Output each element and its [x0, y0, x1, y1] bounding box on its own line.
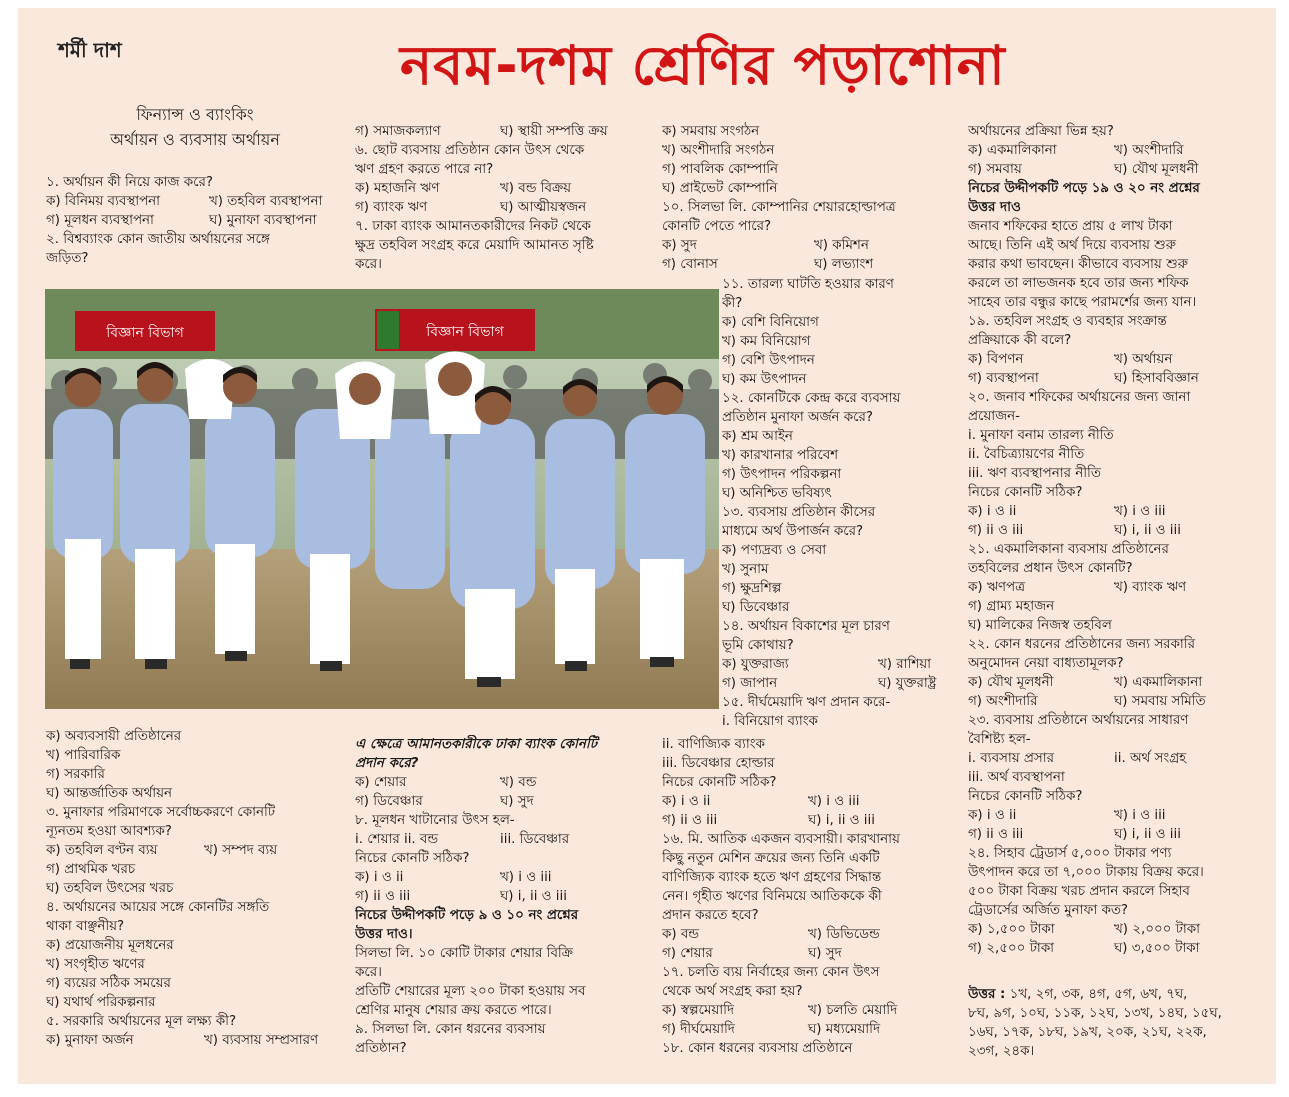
- text-line: ৫. সরকারি অর্থায়নের মূল লক্ষ্য কী?: [46, 1014, 237, 1029]
- text-line: প্রক্রিয়াকে কী বলে?: [968, 333, 1072, 348]
- text-line: শ্রেণির মানুষ শেয়ার ক্রয় করতে পারে।: [355, 1003, 552, 1018]
- text-line: ঘ) প্রাইভেট কোম্পানি: [662, 181, 778, 196]
- column-2-bottom: [355, 735, 645, 1058]
- option-row: [355, 773, 645, 792]
- text-line: ১৪. অর্থায়ন বিকাশের মূল চারণ: [722, 619, 890, 634]
- column-3-top: [662, 122, 947, 274]
- text-line: থাকা বাঞ্ছনীয়?: [46, 919, 125, 934]
- option: খ) সম্পদ ব্যয়: [204, 843, 278, 858]
- stimulus-heading: উত্তর দাও: [968, 200, 1021, 215]
- column-1-bottom: [46, 727, 340, 1050]
- option-row: [355, 179, 645, 198]
- option: ক) বিপণন: [968, 352, 1024, 367]
- option: ক) ১,৫০০ টাকা: [968, 922, 1055, 937]
- text-line: ১৫. দীর্ঘমেয়াদি ঋণ প্রদান করে-: [722, 695, 891, 710]
- option: ঘ) আত্মীয়স্বজন: [500, 200, 587, 215]
- subject-subline: অর্থায়ন ও ব্যবসায় অর্থায়ন: [110, 130, 280, 149]
- text-line: ১৭. চলতি ব্যয় নির্বাহের জন্য কোন উৎস: [662, 965, 880, 980]
- option: গ) সমবায়: [968, 162, 1022, 177]
- text-line: নিচের কোনটি সঠিক?: [968, 789, 1083, 804]
- option: গ) ii ও iii: [968, 827, 1024, 842]
- text-line: ঘ) অনিশ্চিত ভবিষ্যৎ: [722, 486, 832, 501]
- option-row: [968, 141, 1258, 160]
- option-row: [968, 920, 1258, 939]
- text-line: ii. বৈচিত্র্যায়ণের নীতি: [968, 447, 1085, 462]
- option-row: [46, 1031, 340, 1050]
- option-row: [968, 502, 1258, 521]
- text-line: iii. ঋণ ব্যবস্থাপনার নীতি: [968, 466, 1101, 481]
- text-line: প্রদান করতে হবে?: [662, 908, 759, 923]
- option-row: [968, 521, 1258, 540]
- column-2-top: [355, 122, 645, 274]
- option: ঘ) যুক্তরাষ্ট্র: [878, 676, 937, 691]
- text-line: ১৩. ব্যবসায় প্রতিষ্ঠান কীসের: [722, 505, 876, 520]
- text-line: সিলভা লি. ১০ কোটি টাকার শেয়ার বিক্রি: [355, 946, 573, 961]
- text-line: ঘ) মালিকের নিজস্ব তহবিল: [968, 618, 1112, 633]
- text-line: অর্থায়নের প্রক্রিয়া ভিন্ন হয়?: [968, 124, 1114, 139]
- text-line: ১২. কোনটিকে কেন্দ্র করে ব্যবসায়: [722, 391, 901, 406]
- option: ঘ) সমবায় সমিতি: [1114, 694, 1206, 709]
- option-row: [662, 925, 947, 944]
- text-line: খ) সুনাম: [722, 562, 769, 577]
- stimulus-heading: উত্তর দাও।: [355, 927, 413, 942]
- text-line: ৬. ছোট ব্যবসায় প্রতিষ্ঠান কোন উৎস থেকে: [355, 143, 585, 158]
- text-line: নিচের কোনটি সঠিক?: [662, 775, 777, 790]
- option-row: [968, 350, 1258, 369]
- text-line: ঘ) তহবিল উৎসের খরচ: [46, 881, 174, 896]
- option: ক) বিনিময় ব্যবস্থাপনা: [46, 194, 161, 209]
- text-line: ক) প্রয়োজনীয় মূলধনের: [46, 938, 174, 953]
- text-line: i. মুনাফা বনাম তারল্য নীতি: [968, 428, 1114, 443]
- column-3-bottom: [662, 735, 947, 1058]
- text-line: গ) পাবলিক কোম্পানি: [662, 162, 779, 177]
- text-line: ১৬. মি. আতিক একজন ব্যবসায়ী। কারখানায়: [662, 832, 900, 847]
- option: গ) ii ও iii: [355, 889, 411, 904]
- students-celebrating-photo: [45, 289, 719, 709]
- question-line: প্রদান করে?: [355, 756, 419, 771]
- option: ক) স্বল্পমেয়াদি: [662, 1003, 735, 1018]
- option: ক) যৌথ মূলধনী: [968, 675, 1054, 690]
- option: গ) ii ও iii: [662, 813, 718, 828]
- text-line: iii. ডিবেঞ্চার হোল্ডার: [662, 756, 775, 771]
- option: ii. অর্থ সংগ্রহ: [1114, 751, 1187, 766]
- text-line: আছে। তিনি এই অর্থ দিয়ে ব্যবসায় শুরু: [968, 238, 1176, 253]
- answer-line: ২৩গ, ২৪ক।: [968, 1044, 1035, 1059]
- text-line: নিচের কোনটি সঠিক?: [968, 485, 1083, 500]
- text-line: ১১. তারল্য ঘাটতি হওয়ার কারণ: [722, 277, 894, 292]
- option-row: [46, 841, 340, 860]
- answer-label: উত্তর :: [968, 987, 1006, 1002]
- option: ঘ) ৩,৫০০ টাকা: [1114, 941, 1200, 956]
- option: ক) শেয়ার: [355, 775, 407, 790]
- option: গ) ২,৫০০ টাকা: [968, 941, 1055, 956]
- stimulus-heading: নিচের উদ্দীপকটি পড়ে ১৯ ও ২০ নং প্রশ্নের: [968, 181, 1200, 196]
- text-line: থেকে অর্থ সংগ্রহ করা হয়?: [662, 984, 803, 999]
- text-line: ঘ) আন্তর্জাতিক অর্থায়ন: [46, 786, 172, 801]
- option: খ) ব্যাংক ঋণ: [1114, 580, 1187, 595]
- option-row: [968, 939, 1258, 958]
- text-line: গ) ক্ষুদ্রশিল্প: [722, 581, 782, 596]
- option: ক) i ও ii: [968, 504, 1017, 519]
- answer-line: ১৬ঘ, ১৭ক, ১৮ঘ, ১৯খ, ২০ক, ২১ঘ, ২২ক,: [968, 1025, 1207, 1040]
- option: ঘ) মধ্যমেয়াদি: [808, 1022, 881, 1037]
- text-line: i. বিনিয়োগ ব্যাংক: [722, 714, 818, 729]
- banner-text: বিজ্ঞান বিভাগ: [426, 324, 504, 340]
- text-line: ঘ) ডিবেঞ্চার: [722, 600, 790, 615]
- text-line: কী?: [722, 296, 743, 311]
- option: গ) মূলধন ব্যবস্থাপনা: [46, 213, 154, 228]
- option: গ) দীর্ঘমেয়াদি: [662, 1022, 735, 1037]
- text-line: ১৮. কোন ধরনের ব্যবসায় প্রতিষ্ঠানে: [662, 1041, 853, 1056]
- option-row: [968, 825, 1258, 844]
- text-line: গ) প্রাথমিক খরচ: [46, 862, 136, 877]
- text-line: ৯. সিলভা লি. কোন ধরনের ব্যবসায়: [355, 1022, 546, 1037]
- text-line: ১০. সিলভা লি. কোম্পানির শেয়ারহোল্ডাপত্র: [662, 200, 896, 215]
- text-line: ২১. একমালিকানা ব্যবসায় প্রতিষ্ঠানের: [968, 542, 1169, 557]
- text-line: ৭. ঢাকা ব্যাংক আমানতকারীদের নিকট থেকে: [355, 219, 591, 234]
- text-line: গ) গ্রাম্য মহাজন: [968, 599, 1055, 614]
- text-line: ৫০০ টাকা বিক্রয় খরচ প্রদান করলে সিহাব: [968, 884, 1190, 899]
- option: খ) i ও iii: [1114, 504, 1166, 519]
- option-row: [662, 1001, 947, 1020]
- text-line: ন্যূনতম হওয়া আবশ্যক?: [46, 824, 172, 839]
- text-line: তহবিলের প্রধান উৎস কোনটি?: [968, 561, 1133, 576]
- text-line: প্রয়োজন-: [968, 409, 1020, 424]
- option-row: [46, 192, 340, 211]
- option: ক) ঋণপত্র: [968, 580, 1025, 595]
- text-line: অনুমোদন নেয়া বাধ্যতামূলক?: [968, 656, 1124, 671]
- text-line: মাধ্যমে অর্থ উপার্জন করে?: [722, 524, 864, 539]
- option: ঘ) i, ii ও iii: [1114, 523, 1181, 538]
- option: ঘ) সুদ: [500, 794, 534, 809]
- text-line: ৩. মুনাফার পরিমাণকে সর্বোচ্চকরণে কোনটি: [46, 805, 276, 820]
- option: গ) ব্যবস্থাপনা: [968, 371, 1039, 386]
- text-line: ২৩. ব্যবসায় প্রতিষ্ঠানে অর্থায়নের সাধারণ: [968, 713, 1189, 728]
- text-line: ঋণ গ্রহণ করতে পারে না?: [355, 162, 494, 177]
- option: ক) মুনাফা অর্জন: [46, 1033, 134, 1048]
- option-row: [662, 236, 947, 255]
- option-row: [355, 868, 645, 887]
- text-line: করে।: [355, 257, 382, 272]
- text-line: নেন। গৃহীত ঋণের বিনিময়ে আতিককে কী: [662, 889, 882, 904]
- subject-line: ফিন্যান্স ও ব্যাংকিং: [136, 105, 254, 124]
- option-row: [662, 944, 947, 963]
- answer-line: ১খ, ২গ, ৩ক, ৪গ, ৫গ, ৬খ, ৭ঘ,: [1009, 987, 1188, 1002]
- text-line: গ) বেশি উৎপাদন: [722, 353, 815, 368]
- column-4: [968, 122, 1258, 958]
- option-row: [662, 1020, 947, 1039]
- text-line: ক) বেশি বিনিয়োগ: [722, 315, 819, 330]
- text-line: খ) অংশীদারি সংগঠন: [662, 143, 775, 158]
- text-line: বাণিজ্যিক ব্যাংক হতে ঋণ গ্রহণের সিদ্ধান্ত: [662, 870, 882, 885]
- text-line: ক) সমবায় সংগঠন: [662, 124, 760, 139]
- text-line: ক্ষুদ্র তহবিল সংগ্রহ করে মেয়াদি আমানত সৃষ্টি: [355, 238, 594, 253]
- option: i. শেয়ার ii. বন্ড: [355, 832, 439, 847]
- text-line: জনাব শফিকের হাতে প্রায় ৫ লাখ টাকা: [968, 219, 1173, 234]
- text-line: ১৯. তহবিল সংগ্রহ ও ব্যবহার সংক্রান্ত: [968, 314, 1167, 329]
- option: ক) i ও ii: [968, 808, 1017, 823]
- text-line: বৈশিষ্ট্য হল-: [968, 732, 1031, 747]
- option-row: [662, 811, 947, 830]
- text-line: করে।: [355, 965, 382, 980]
- text-line: গ) ব্যয়ের সঠিক সময়ের: [46, 976, 171, 991]
- column-3-narrow: [722, 275, 947, 731]
- option: গ) ডিবেঞ্চার: [355, 794, 423, 809]
- text-line: ii. বাণিজ্যিক ব্যাংক: [662, 737, 765, 752]
- option: ঘ) লভ্যাংশ: [814, 257, 874, 272]
- text-line: iii. অর্থ ব্যবস্থাপনা: [968, 770, 1065, 785]
- option-row: [968, 369, 1258, 388]
- option: গ) অংশীদারি: [968, 694, 1038, 709]
- option-row: [662, 255, 947, 274]
- option: ক) যুক্তরাজ্য: [722, 657, 789, 672]
- option: ঘ) i, ii ও iii: [500, 889, 567, 904]
- option-row: [968, 673, 1258, 692]
- option-row: [355, 830, 645, 849]
- text-line: ক) পণ্যদ্রব্য ও সেবা: [722, 543, 827, 558]
- option-row: [968, 806, 1258, 825]
- option-row: [722, 674, 947, 693]
- option-row: [355, 198, 645, 217]
- option-row: [722, 655, 947, 674]
- text-line: গ) সরকারি: [46, 767, 105, 782]
- option: গ) বোনাস: [662, 257, 718, 272]
- option: iii. ডিবেঞ্চার: [500, 832, 570, 847]
- option: খ) ২,০০০ টাকা: [1114, 922, 1201, 937]
- text-line: প্রতিটি শেয়ারের মূল্য ২০০ টাকা হওয়ায় সব: [355, 984, 586, 999]
- text-line: কিছু নতুন মেশিন ক্রয়ের জন্য তিনি একটি: [662, 851, 880, 866]
- option: ক) একমালিকানা: [968, 143, 1057, 158]
- option: খ) ব্যবসায় সম্প্রসারণ: [204, 1033, 319, 1048]
- option: ঘ) সুদ: [808, 946, 842, 961]
- text-line: সাহেব তার বন্ধুর কাছে পরামর্শের জন্য যান।: [968, 295, 1197, 310]
- option: ক) i ও ii: [662, 794, 711, 809]
- option-row: [968, 749, 1258, 768]
- text-line: ২০. জনাব শফিকের অর্থায়নের জন্য জানা: [968, 390, 1191, 405]
- stimulus-heading: নিচের উদ্দীপকটি পড়ে ৯ ও ১০ নং প্রশ্নের: [355, 908, 579, 923]
- option: খ) অংশীদারি: [1114, 143, 1184, 158]
- option: ক) i ও ii: [355, 870, 404, 885]
- subject-heading: [80, 102, 310, 152]
- text-line: ঘ) যথার্থ পরিকল্পনার: [46, 995, 156, 1010]
- column-1-top: [46, 173, 340, 268]
- text-line: খ) সংগৃহীত ঋণের: [46, 957, 145, 972]
- option: খ) ডিভিডেন্ড: [808, 927, 880, 942]
- text-line: ক) শ্রম আইন: [722, 429, 793, 444]
- text-line: জড়িত?: [46, 251, 89, 266]
- question-line: ৮. মূলধন খাটানোর উৎস হল-: [355, 813, 515, 828]
- option: খ) বন্ড বিক্রয়: [500, 181, 572, 196]
- option: ঘ) যৌথ মূলধনী: [1114, 162, 1199, 177]
- text-line: ঘ) কম উৎপাদন: [722, 372, 807, 387]
- option: ঘ) i, ii ও iii: [1114, 827, 1181, 842]
- option-row: [355, 887, 645, 906]
- option: খ) i ও iii: [1114, 808, 1166, 823]
- option: গ) ব্যাংক ঋণ: [355, 200, 428, 215]
- author-name: শর্মী দাশ: [58, 38, 122, 62]
- option: গ) সমাজকল্যাণ: [355, 124, 441, 139]
- option-row: [662, 792, 947, 811]
- question-line: এ ক্ষেত্রে আমানতকারীকে ঢাকা ব্যাংক কোনটি: [355, 737, 598, 752]
- option: গ) শেয়ার: [662, 946, 713, 961]
- option: ক) বন্ড: [662, 927, 699, 942]
- answer-line: ৮ঘ, ৯গ, ১০ঘ, ১১ক, ১২ঘ, ১৩খ, ১৪ঘ, ১৫ঘ,: [968, 1006, 1222, 1021]
- option: ঘ) হিসাববিজ্ঞান: [1114, 371, 1199, 386]
- text-line: প্রতিষ্ঠান মুনাফা অর্জন করে?: [722, 410, 874, 425]
- option: খ) অর্থায়ন: [1114, 352, 1173, 367]
- text-line: ভূমি কোথায়?: [722, 638, 794, 653]
- text-line: খ) পারিবারিক: [46, 748, 121, 763]
- option: ক) সুদ: [662, 238, 697, 253]
- option: i. ব্যবসায় প্রসার: [968, 751, 1054, 766]
- text-line: ট্রেডার্সের অর্জিত মুনাফা কত?: [968, 903, 1129, 918]
- headline: নবম-দশম শ্রেণির পড়াশোনা: [400, 34, 1006, 97]
- option: ক) তহবিল বণ্টন ব্যয়: [46, 843, 158, 858]
- option: খ) বন্ড: [500, 775, 537, 790]
- option: খ) চলতি মেয়াদি: [808, 1003, 898, 1018]
- text-line: ১. অর্থায়ন কী নিয়ে কাজ করে?: [46, 175, 214, 190]
- option: খ) i ও iii: [500, 870, 552, 885]
- text-line: উৎপাদন করে তা ৭,০০০ টাকায় বিক্রয় করে।: [968, 865, 1204, 880]
- text-line: ২৪. সিহাব ট্রেডার্স ৫,০০০ টাকার পণ্য: [968, 846, 1172, 861]
- option-row: [968, 578, 1258, 597]
- option: খ) রাশিয়া: [878, 657, 932, 672]
- text-line: কোনটি পেতে পারে?: [662, 219, 772, 234]
- option: খ) কমিশন: [814, 238, 869, 253]
- text-line: গ) উৎপাদন পরিকল্পনা: [722, 467, 842, 482]
- text-line: ৪. অর্থায়নের আয়ের সঙ্গে কোনটির সঙ্গতি: [46, 900, 270, 915]
- text-line: প্রতিষ্ঠান?: [355, 1041, 407, 1056]
- text-line: খ) কারখানার পরিবেশ: [722, 448, 839, 463]
- option-row: [968, 160, 1258, 179]
- option: ক) মহাজনি ঋণ: [355, 181, 440, 196]
- option: খ) i ও iii: [808, 794, 860, 809]
- option: ঘ) স্থায়ী সম্পত্তি ক্রয়: [500, 124, 608, 139]
- banner-text: বিজ্ঞান বিভাগ: [106, 325, 184, 341]
- option: খ) তহবিল ব্যবস্থাপনা: [209, 194, 323, 209]
- text-line: ২২. কোন ধরনের প্রতিষ্ঠানের জন্য সরকারি: [968, 637, 1195, 652]
- option-row: [46, 211, 340, 230]
- text-line: খ) কম বিনিয়োগ: [722, 334, 811, 349]
- text-line: করার কথা ভাবছেন। কীভাবে ব্যবসায় শুরু: [968, 257, 1188, 272]
- question-line: নিচের কোনটি সঠিক?: [355, 851, 470, 866]
- text-line: ২. বিশ্বব্যাংক কোন জাতীয় অর্থায়নের সঙ্গে: [46, 232, 270, 247]
- text-line: করলে তা লাভজনক হবে তার জন্য শফিক: [968, 276, 1189, 291]
- option-row: [355, 792, 645, 811]
- option: খ) একমালিকানা: [1114, 675, 1203, 690]
- answer-key: [968, 985, 1258, 1061]
- option-row: [355, 122, 645, 141]
- option: ঘ) মুনাফা ব্যবস্থাপনা: [209, 213, 317, 228]
- option-row: [968, 692, 1258, 711]
- option: ঘ) i, ii ও iii: [808, 813, 875, 828]
- option: গ) জাপান: [722, 676, 778, 691]
- option: গ) ii ও iii: [968, 523, 1024, 538]
- text-line: ক) অব্যবসায়ী প্রতিষ্ঠানের: [46, 729, 182, 744]
